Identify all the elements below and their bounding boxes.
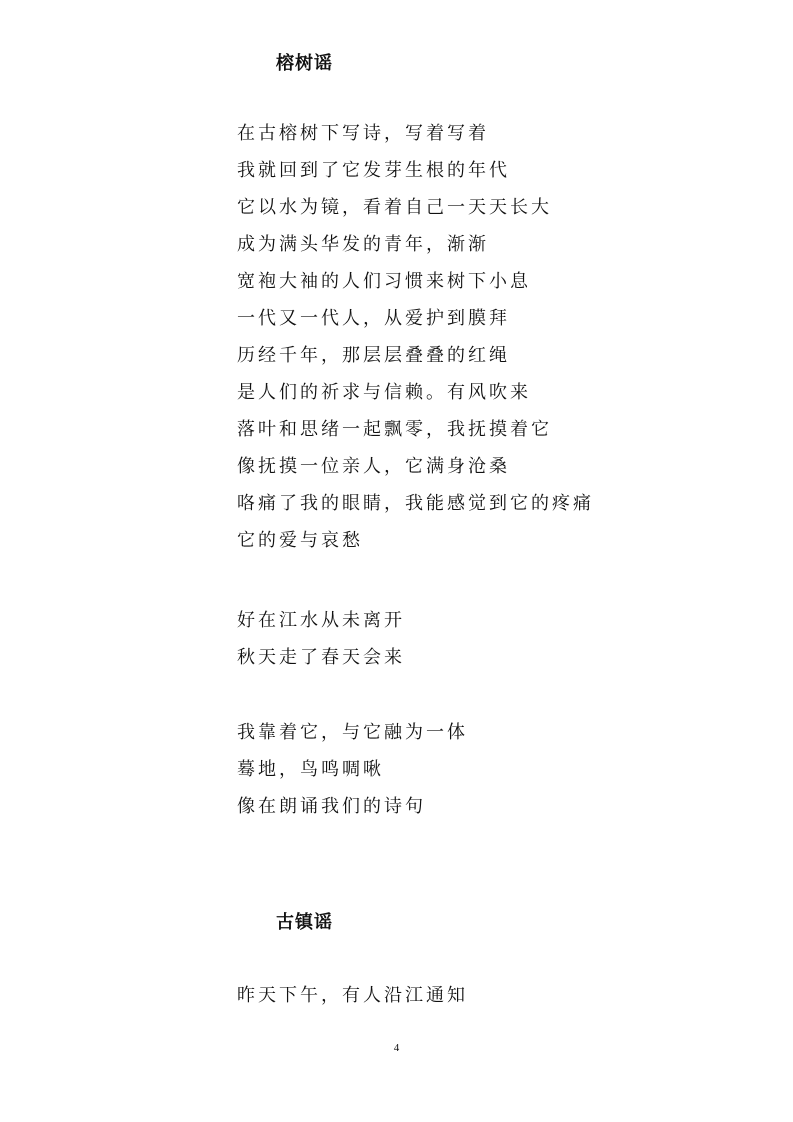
poem-line: 蓦地，鸟鸣啁啾 bbox=[237, 759, 384, 780]
poem-line: 像抚摸一位亲人，它满身沧桑 bbox=[237, 456, 510, 477]
stanza-1 bbox=[237, 115, 594, 559]
poem-line: 秋天走了春天会来 bbox=[237, 647, 405, 668]
poem-line: 像在朗诵我们的诗句 bbox=[237, 796, 426, 817]
poem-line: 我就回到了它发芽生根的年代 bbox=[237, 160, 510, 181]
poem-line: 在古榕树下写诗，写着写着 bbox=[237, 123, 489, 144]
poem-title: 榕树谣 bbox=[276, 53, 333, 74]
poem-line: 咯痛了我的眼睛，我能感觉到它的疼痛 bbox=[237, 493, 594, 514]
poem-line: 成为满头华发的青年，渐渐 bbox=[237, 234, 489, 255]
stanza-2 bbox=[237, 602, 405, 676]
page-number: 4 bbox=[393, 1042, 400, 1054]
poem-line: 是人们的祈求与信赖。有风吹来 bbox=[237, 382, 531, 403]
poem-line: 历经千年，那层层叠叠的红绳 bbox=[237, 345, 510, 366]
stanza-1 bbox=[237, 977, 468, 1014]
poem-line: 它的爱与哀愁 bbox=[237, 530, 363, 551]
poem-title: 古镇谣 bbox=[276, 912, 333, 933]
poem-line: 落叶和思绪一起飘零，我抚摸着它 bbox=[237, 419, 552, 440]
poem-line: 我靠着它，与它融为一体 bbox=[237, 722, 468, 743]
poem-line: 昨天下午，有人沿江通知 bbox=[237, 985, 468, 1006]
poem-line: 好在江水从未离开 bbox=[237, 610, 405, 631]
poem-line: 它以水为镜，看着自己一天天长大 bbox=[237, 197, 552, 218]
poem-line: 一代又一代人，从爱护到膜拜 bbox=[237, 308, 510, 329]
poem-line: 宽袍大袖的人们习惯来树下小息 bbox=[237, 271, 531, 292]
stanza-3 bbox=[237, 714, 468, 825]
